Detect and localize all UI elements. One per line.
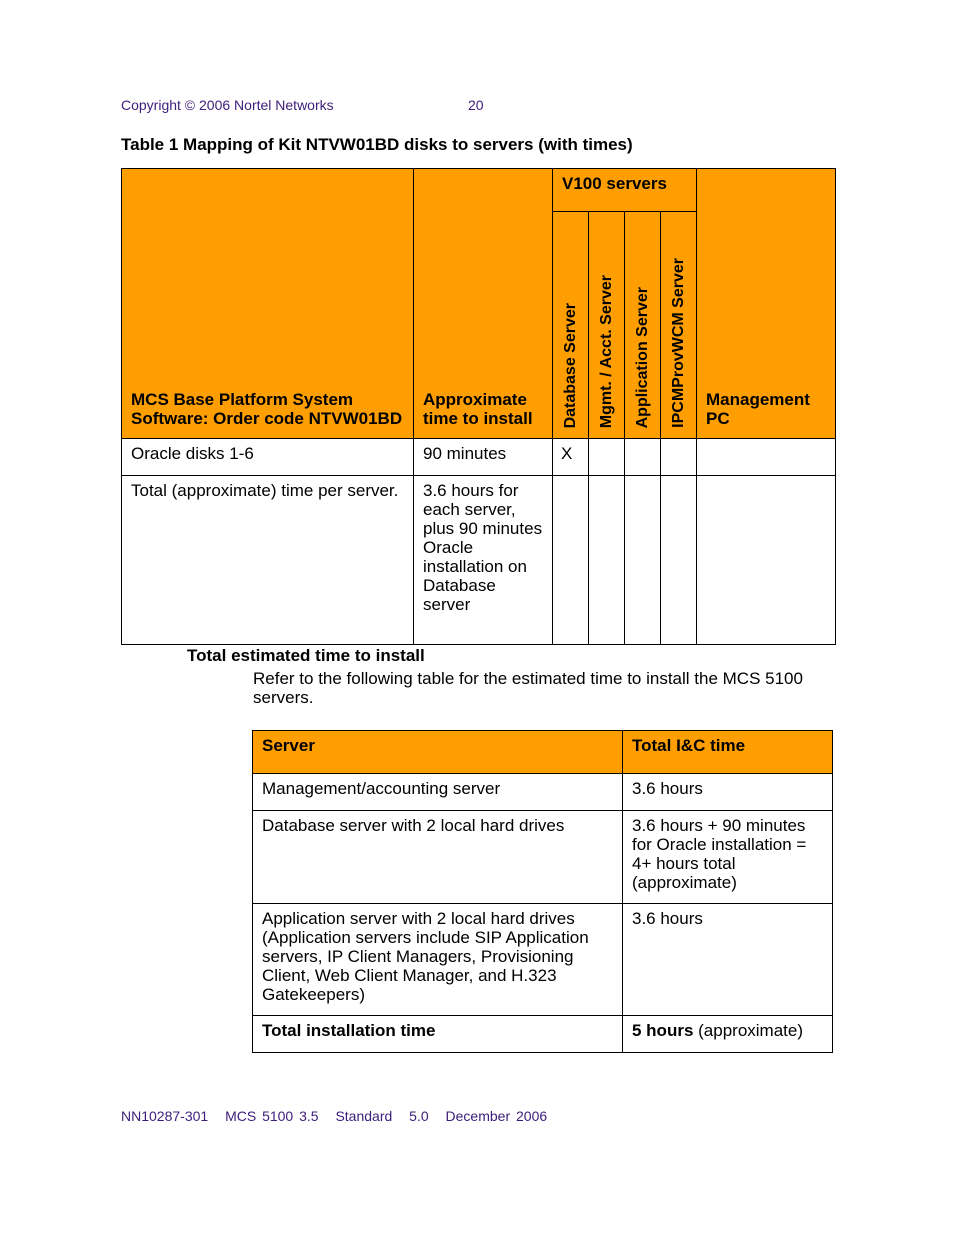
- table-row-total: [253, 1016, 833, 1053]
- header-ipcm-server: IPCMProvWCM Server: [661, 212, 697, 439]
- total-label: Total installation time: [253, 1016, 623, 1053]
- row-time: 3.6 hours for each server, plus 90 minutes Oracle installation on Database server: [414, 476, 553, 645]
- time-cell: 3.6 hours + 90 minutes for Oracle installation = 4+ hours total (approximate): [623, 811, 833, 904]
- row-management-pc: [697, 439, 836, 476]
- row-mark-ipcm: [661, 439, 697, 476]
- footer-version: 5.0: [409, 1108, 429, 1124]
- row-mark-application: [625, 439, 661, 476]
- section-heading: Total estimated time to install: [187, 646, 425, 665]
- header-platform-software: MCS Base Platform System Software: Order code NTVW01BD: [122, 169, 414, 439]
- section-paragraph: Refer to the following table for the estimated time to install the MCS 5100 servers.: [253, 669, 803, 707]
- time-cell: 3.6 hours: [623, 904, 833, 1016]
- row-mark-ipcm: [661, 476, 697, 645]
- footer: [121, 1108, 558, 1124]
- total-value: [623, 1016, 833, 1053]
- row-management-pc: [697, 476, 836, 645]
- page-number: 20: [468, 97, 484, 113]
- time-cell: 3.6 hours: [623, 774, 833, 811]
- copyright-text: Copyright © 2006 Nortel Networks: [121, 97, 334, 113]
- table-row: [253, 774, 833, 811]
- table-row: [253, 811, 833, 904]
- row-time: 90 minutes: [414, 439, 553, 476]
- header-application-server: Application Server: [625, 212, 661, 439]
- header-v100-servers: V100 servers: [553, 169, 697, 212]
- row-mark-mgmt: [589, 439, 625, 476]
- table-row: [253, 904, 833, 1016]
- table1-caption: Table 1 Mapping of Kit NTVW01BD disks to servers (with times): [121, 135, 633, 154]
- header-mgmt-acct-server: Mgmt. / Acct. Server: [589, 212, 625, 439]
- row-mark-database: X: [553, 439, 589, 476]
- footer-doc-number: NN10287-301: [121, 1108, 209, 1124]
- footer-product: MCS 5100 3.5: [225, 1108, 319, 1124]
- header-database-server: Database Server: [553, 212, 589, 439]
- table-row: [122, 476, 836, 645]
- row-item: Oracle disks 1-6: [122, 439, 414, 476]
- server-cell: Management/accounting server: [253, 774, 623, 811]
- server-cell: Application server with 2 local hard drives (Application servers include SIP Application servers, IP Client Managers, Provisioning Client, Web Client Manager, and H.323 Gatekeepers): [253, 904, 623, 1016]
- header-server: Server: [253, 731, 623, 774]
- table-row: [122, 439, 836, 476]
- server-cell: Database server with 2 local hard drives: [253, 811, 623, 904]
- header-total-ic-time: Total I&C time: [623, 731, 833, 774]
- footer-date: December 2006: [445, 1108, 548, 1124]
- row-mark-database: [553, 476, 589, 645]
- row-item: Total (approximate) time per server.: [122, 476, 414, 645]
- header-approx-time: Approximate time to install: [414, 169, 553, 439]
- disk-mapping-table: [121, 168, 836, 645]
- footer-status: Standard: [335, 1108, 393, 1124]
- install-time-table: [252, 730, 833, 1053]
- row-mark-mgmt: [589, 476, 625, 645]
- header-management-pc: Management PC: [697, 169, 836, 439]
- total-value-rest: (approximate): [693, 1021, 804, 1040]
- row-mark-application: [625, 476, 661, 645]
- total-value-bold: 5 hours: [632, 1021, 694, 1040]
